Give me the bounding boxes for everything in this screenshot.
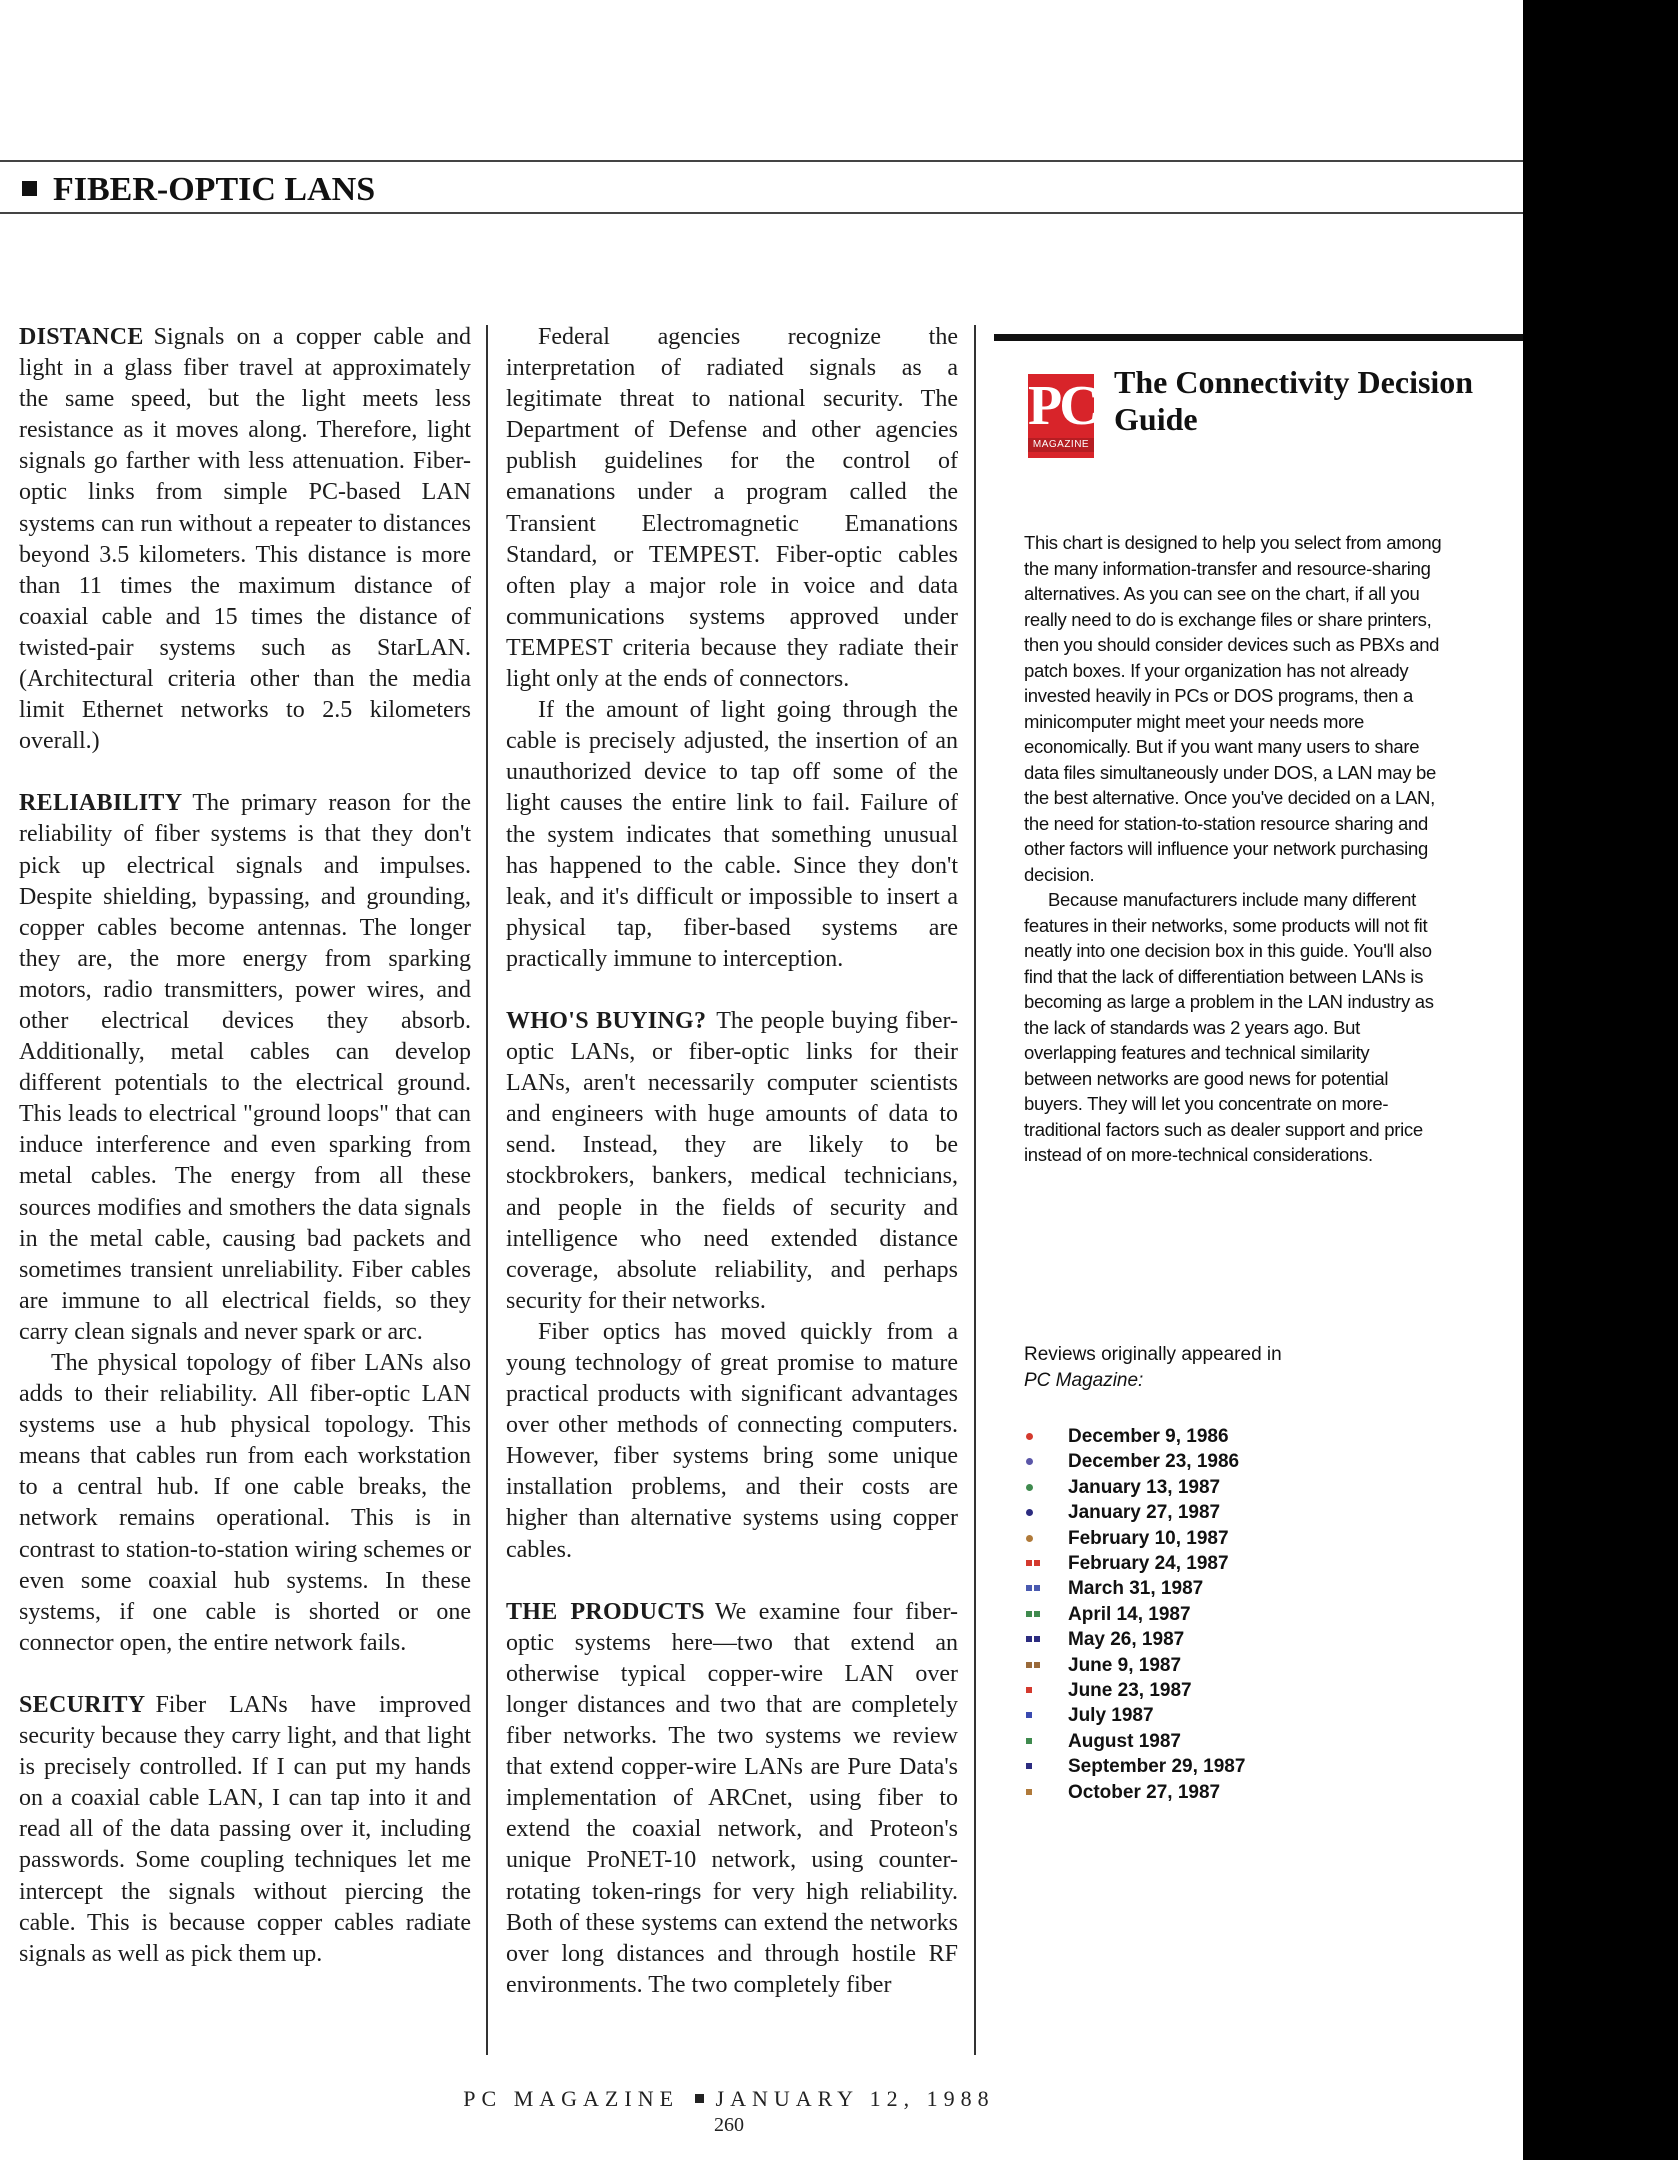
review-date-text: September 29, 1987 xyxy=(1068,1756,1246,1778)
review-dates-list xyxy=(1024,1424,1444,1805)
review-date-item xyxy=(1024,1526,1444,1551)
paragraph-security xyxy=(19,1690,471,1970)
review-date-item xyxy=(1024,1449,1444,1474)
review-date-item xyxy=(1024,1754,1444,1779)
paragraph-text: Federal agencies recognize the interpretation of radiated signals as a legitimate threat to national security. The Department of Defense and other agencies publish guidelines for the control of emanations under a program called the Transient Electromagnetic Emanations Standard, or TEMPEST. Fiber-optic cables often play a major role in voice and data communications systems approved under TEMPEST criteria because they radiate their light only at the ends of connectors. xyxy=(506,324,958,693)
review-marker-icon xyxy=(1026,1687,1032,1694)
review-marker-icon xyxy=(1026,1662,1040,1669)
page-number: 260 xyxy=(714,2114,744,2136)
paragraph-text: The physical topology of fiber LANs also adds to their reliability. All fiber-optic LAN systems use a hub physical topology. This means that cables run from each workstation to a central hub. If one cable breaks, the network remains operational. This is in contrast to station-to-station wiring schemes or even some coaxial hub systems. In these systems, if one cable is shorted or one connector open, the entire network fails. xyxy=(19,1350,471,1656)
paragraph-text: Fiber optics has moved quickly from a young technology of great promise to mature practical products with significant advantages over other methods of connecting computers. However, fiber systems bring some unique installation problems, and their costs are higher than alternative systems using copper cables. xyxy=(506,1318,958,1563)
heading-underline-rule xyxy=(0,212,1523,214)
paragraph-products xyxy=(506,1597,958,2001)
subhead-reliability: RELIABILITY xyxy=(19,790,183,817)
subhead-products: THE PRODUCTS xyxy=(506,1598,705,1625)
review-date-item xyxy=(1024,1551,1444,1576)
review-date-text: June 9, 1987 xyxy=(1068,1654,1182,1676)
review-marker-icon xyxy=(1026,1433,1033,1440)
column-divider-2 xyxy=(974,325,976,2055)
paragraph-fiber-optics xyxy=(506,1317,958,1566)
review-date-item xyxy=(1024,1500,1444,1525)
paragraph-text: Fiber LANs have improved security because they carry light, and that light is precisely controlled. If I can put my hands on a coaxial cable LAN, I can tap into it and read all of the data passing over it, including passwords. Some coupling techniques let me intercept the signals without piercing the cable. This is because copper cables radiate signals as well as pick them up. xyxy=(19,1691,471,1967)
paragraph-distance xyxy=(19,322,471,757)
scan-black-edge xyxy=(1523,0,1678,2160)
logo-pc-text: PC xyxy=(1028,375,1097,437)
paragraph-tap xyxy=(506,695,958,975)
footer-publication: PC MAGAZINE xyxy=(463,2086,680,2111)
review-date-text: February 24, 1987 xyxy=(1068,1553,1229,1575)
review-date-item xyxy=(1024,1475,1444,1500)
paragraph-whos-buying xyxy=(506,1006,958,1317)
paragraph-text: The primary reason for the reliability of fiber systems is that they don't pick up electrical signals and impulses. Despite shielding, bypassing, and grounding, copper cables become antennas. The longer they are, the more energy from sparking motors, radio transmitters, power wires, and other electrical devices they absorb. Additionally, metal cables can develop different potentials to the electrical ground. This leads to electrical "ground loops" that can induce interference and even sparking from metal cables. The energy from all these sources modifies and smothers the data signals in the metal cable, causing bad packets and sometimes transient unreliability. Fiber cables are immune to all electrical fields, so they carry clean signals and never spark or arc. xyxy=(19,790,471,1345)
footer-square-bullet xyxy=(695,2094,704,2103)
paragraph-reliability xyxy=(19,788,471,1348)
section-title: FIBER-OPTIC LANS xyxy=(53,171,376,208)
heading-square-bullet xyxy=(22,181,37,196)
review-date-item xyxy=(1024,1627,1444,1652)
paragraph-text: We examine four fiber-optic systems here—two that extend an otherwise typical copper-wire LAN over longer distances and two that are completely fiber networks. The two systems we review that extend copper-wire LANs are Pure Data's implementation of ARCnet, using fiber to extend the coaxial network, and Proteon's unique ProNET-10 network, using counter-rotating token-rings for very high reliability. Both of these systems can extend the networks over long distances and through hostile RF environments. The two completely fiber xyxy=(506,1598,958,1998)
reviews-intro xyxy=(1024,1342,1444,1394)
review-date-text: July 1987 xyxy=(1068,1705,1154,1727)
review-marker-icon xyxy=(1026,1509,1033,1516)
sidebar-title: The Connectivity Decision Guide xyxy=(1114,364,1474,437)
review-marker-icon xyxy=(1026,1712,1032,1719)
review-marker-icon xyxy=(1026,1484,1033,1491)
review-date-text: May 26, 1987 xyxy=(1068,1629,1185,1651)
review-date-text: December 9, 1986 xyxy=(1068,1426,1229,1447)
review-date-text: January 13, 1987 xyxy=(1068,1476,1221,1498)
review-marker-icon xyxy=(1026,1636,1040,1643)
review-date-text: October 27, 1987 xyxy=(1068,1781,1221,1803)
reviews-intro-text: Reviews originally appeared in xyxy=(1024,1344,1282,1365)
review-date-item xyxy=(1024,1424,1444,1449)
review-date-text: April 14, 1987 xyxy=(1068,1603,1191,1625)
review-date-item xyxy=(1024,1576,1444,1601)
footer-date: JANUARY 12, 1988 xyxy=(715,2086,995,2111)
reviews-source: PC Magazine: xyxy=(1024,1370,1144,1391)
review-marker-icon xyxy=(1026,1535,1033,1542)
logo-magazine-text: MAGAZINE xyxy=(1028,438,1094,452)
review-date-text: March 31, 1987 xyxy=(1068,1578,1204,1600)
review-date-text: January 27, 1987 xyxy=(1068,1502,1221,1524)
review-marker-icon xyxy=(1026,1763,1032,1770)
review-marker-icon xyxy=(1026,1789,1032,1796)
pc-magazine-logo xyxy=(1028,374,1097,458)
review-date-item xyxy=(1024,1703,1444,1728)
review-date-item xyxy=(1024,1729,1444,1754)
review-date-text: December 23, 1986 xyxy=(1068,1451,1240,1473)
review-date-item xyxy=(1024,1678,1444,1703)
blurb-paragraph-1: This chart is designed to help you select from among the many information-transfer and resource-sharing alternatives. As you can see on the chart, if all you really need to do is exchange files or share printers, then you should consider devices such as PBXs and patch boxes. If your organization has not already invested heavily in PCs or DOS programs, then a minicomputer might meet your needs more economically. But if you want many users to share data files simultaneously under DOS, a LAN may be the best alternative. Once you've decided on a LAN, the need for station-to-station resource sharing and other factors will influence your network purchasing decision. xyxy=(1024,532,1442,885)
review-marker-icon xyxy=(1026,1611,1040,1618)
column-divider-1 xyxy=(486,325,488,2055)
paragraph-topology xyxy=(19,1348,471,1659)
page-footer xyxy=(0,2086,1458,2112)
paragraph-tempest xyxy=(506,322,958,695)
article-column-1 xyxy=(19,322,471,2062)
article-column-2 xyxy=(506,322,958,2062)
paragraph-text: Signals on a copper cable and light in a glass fiber travel at approximately the same speed, but the light meets less resistance as it moves along. Therefore, light signals go farther with less attenuation. Fiber-optic links from simple PC-based LAN systems can run without a repeater to distances beyond 3.5 kilometers. This distance is more than 11 times the maximum distance of coaxial cable and 15 times the distance of twisted-pair systems such as StarLAN. (Architectural criteria other than the media limit Ethernet networks to 2.5 kilometers overall.) xyxy=(19,324,471,755)
sidebar-blurb xyxy=(1024,530,1442,1168)
review-date-text: June 23, 1987 xyxy=(1068,1680,1192,1702)
subhead-distance: DISTANCE xyxy=(19,324,144,350)
top-rule xyxy=(0,160,1523,162)
review-date-item xyxy=(1024,1602,1444,1627)
blurb-paragraph-2: Because manufacturers include many different features in their networks, some products will not fit neatly into one decision box in this guide. You'll also find that the lack of differentiation between LANs is becoming as large a problem in the LAN industry as the lack of standards was 2 years ago. But overlapping features and technical similarity between networks are good news for potential buyers. They will let you concentrate on more-traditional factors such as dealer support and price instead of on more-technical considerations. xyxy=(1024,889,1434,1165)
paragraph-text: If the amount of light going through the cable is precisely adjusted, the insertion of an unauthorized device to tap off some of the light causes the entire link to fail. Failure of the system indicates that something unusual has happened to the cable. Since they don't leak, and it's difficult or impossible to insert a physical tap, fiber-based systems are practically immune to interception. xyxy=(506,697,958,972)
section-heading xyxy=(22,168,375,212)
subhead-whos-buying: WHO'S BUYING? xyxy=(506,1007,707,1034)
review-marker-icon xyxy=(1026,1458,1033,1465)
review-marker-icon xyxy=(1026,1560,1040,1567)
review-date-text: February 10, 1987 xyxy=(1068,1527,1229,1549)
subhead-security: SECURITY xyxy=(19,1691,146,1718)
sidebar-top-bar xyxy=(994,334,1523,341)
paragraph-text: The people buying fiber-optic LANs, or fiber-optic links for their LANs, aren't necessarily computer scientists and engineers with huge amounts of data to send. Instead, they are likely to be stockbrokers, bankers, medical technicians, and people in the fields of security and intelligence who need extended distance coverage, absolute reliability, and perhaps security for their networks. xyxy=(506,1007,958,1314)
review-marker-icon xyxy=(1026,1585,1040,1592)
review-date-text: August 1987 xyxy=(1068,1730,1181,1752)
connectivity-guide-sidebar xyxy=(994,334,1523,1824)
review-date-item xyxy=(1024,1653,1444,1678)
review-marker-icon xyxy=(1026,1738,1032,1745)
review-date-item xyxy=(1024,1780,1444,1805)
